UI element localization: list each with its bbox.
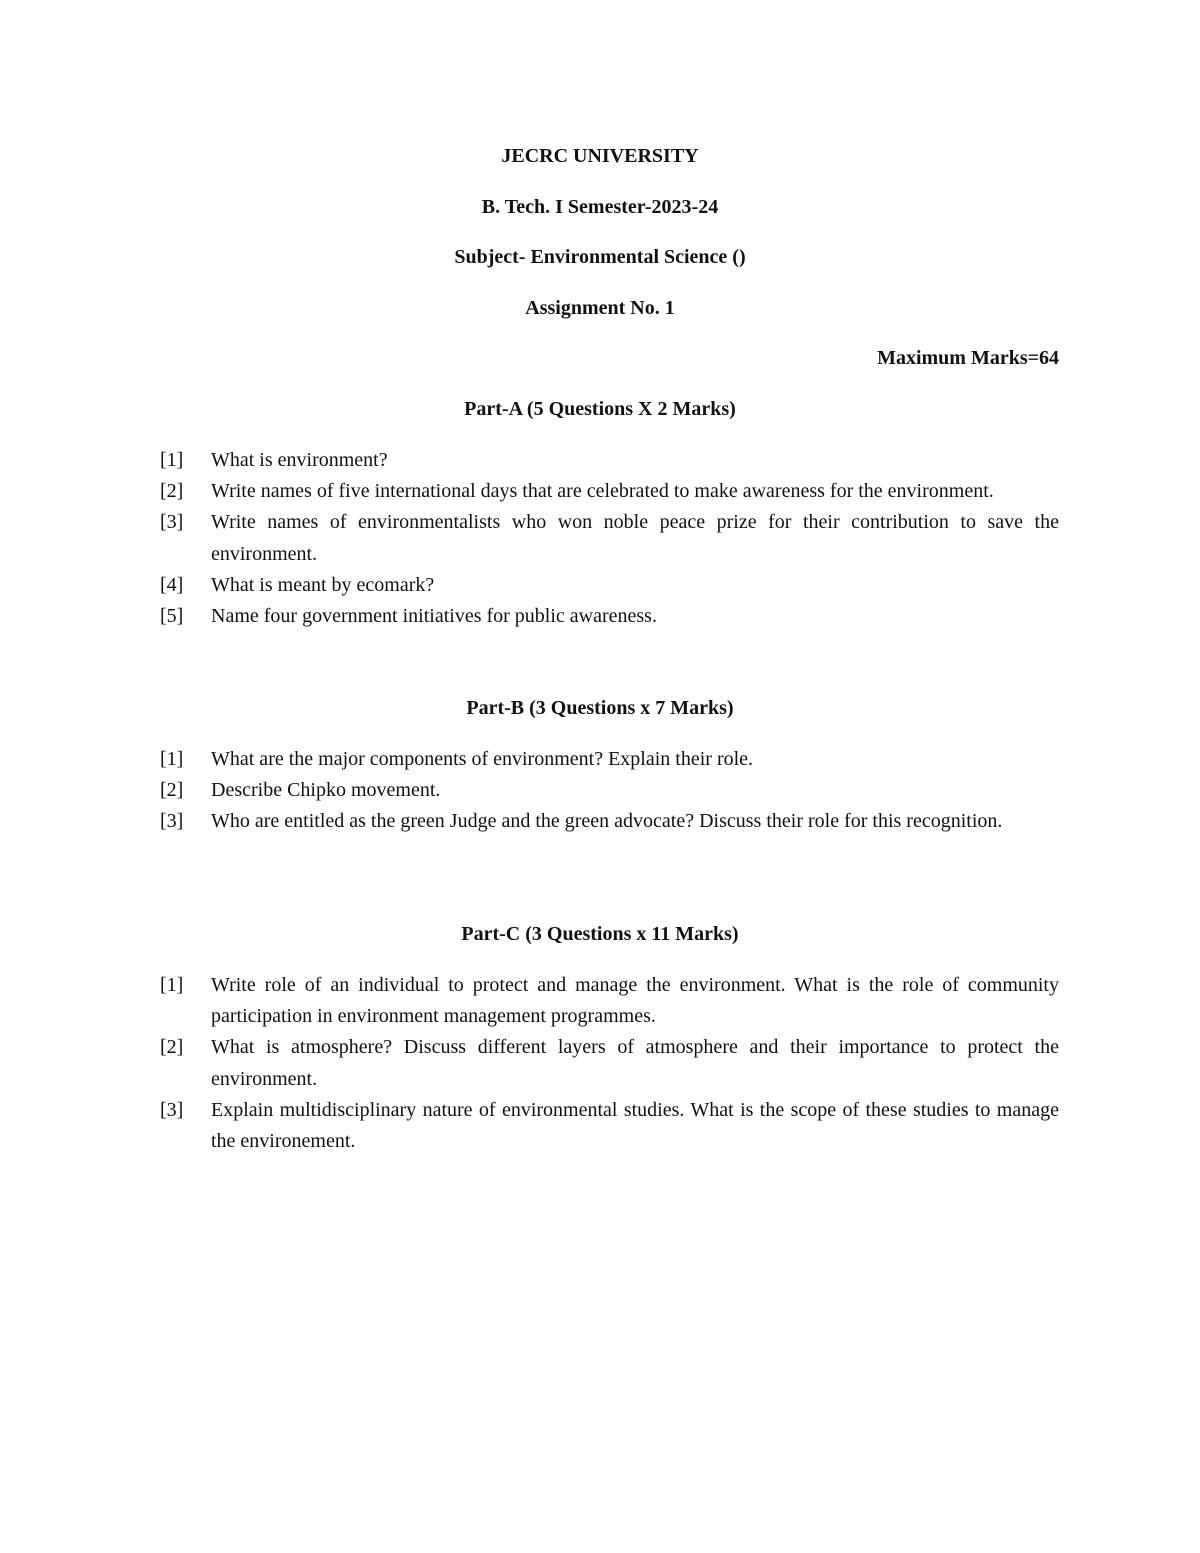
university-title: JECRC UNIVERSITY bbox=[501, 145, 699, 167]
question-item bbox=[160, 775, 1059, 806]
question-item bbox=[160, 476, 1059, 507]
question-text: What is meant by ecomark? bbox=[211, 573, 435, 596]
question-text: Write role of an individual to protect and manage the environment. What is the role of community participation in environment management programmes. bbox=[211, 974, 1059, 1028]
question-item bbox=[160, 1032, 1059, 1094]
question-text: Describe Chipko movement. bbox=[211, 779, 441, 802]
question-item bbox=[160, 601, 1059, 632]
question-item bbox=[160, 507, 1059, 569]
question-number: [3] bbox=[160, 1098, 184, 1121]
part-c-question-list bbox=[160, 970, 1059, 1157]
subject-line: Subject- Environmental Science () bbox=[454, 246, 746, 268]
question-number: [3] bbox=[160, 511, 184, 534]
part-c-heading: Part-C (3 Questions x 11 Marks) bbox=[461, 923, 739, 945]
question-text: What is environment? bbox=[211, 449, 388, 471]
question-text: Name four government initiatives for public awareness. bbox=[211, 605, 657, 628]
question-item bbox=[160, 744, 1059, 775]
question-number: [5] bbox=[160, 605, 184, 628]
question-text: Write names of five international days that are celebrated to make awareness for the environment. bbox=[211, 480, 994, 503]
question-number: [1] bbox=[160, 449, 184, 471]
question-item bbox=[160, 806, 1059, 837]
question-number: [2] bbox=[160, 1036, 184, 1059]
part-b-question-list bbox=[160, 744, 1059, 838]
question-number: [2] bbox=[160, 480, 184, 503]
maximum-marks: Maximum Marks=64 bbox=[877, 347, 1059, 369]
question-number: [1] bbox=[160, 974, 184, 996]
question-number: [1] bbox=[160, 748, 184, 770]
question-text: Explain multidisciplinary nature of environmental studies. What is the scope of these studies to manage the environement. bbox=[211, 1098, 1059, 1153]
part-a-question-list bbox=[160, 445, 1059, 632]
question-number: [4] bbox=[160, 573, 184, 596]
question-number: [2] bbox=[160, 779, 184, 802]
part-a-heading: Part-A (5 Questions X 2 Marks) bbox=[464, 398, 736, 420]
question-item bbox=[160, 445, 1059, 476]
assignment-title: Assignment No. 1 bbox=[525, 297, 675, 319]
question-item bbox=[160, 570, 1059, 601]
question-item bbox=[160, 1095, 1059, 1157]
question-item bbox=[160, 970, 1059, 1032]
program-line: B. Tech. I Semester-2023-24 bbox=[481, 196, 719, 218]
question-text: What is atmosphere? Discuss different layers of atmosphere and their importance to protect the environment. bbox=[211, 1036, 1059, 1090]
question-number: [3] bbox=[160, 810, 184, 833]
question-text: What are the major components of environment? Explain their role. bbox=[211, 748, 754, 770]
part-b-heading: Part-B (3 Questions x 7 Marks) bbox=[466, 697, 734, 719]
question-text: Who are entitled as the green Judge and the green advocate? Discuss their role for this recognition. bbox=[211, 810, 1003, 833]
question-text: Write names of environmentalists who won noble peace prize for their contribution to save the environment. bbox=[211, 511, 1059, 565]
